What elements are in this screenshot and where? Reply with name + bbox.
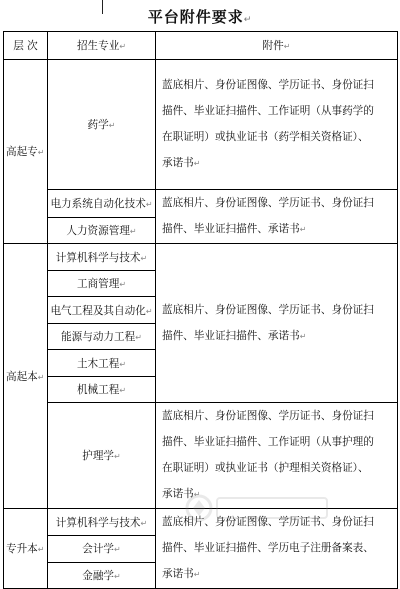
major-cell <box>48 350 156 377</box>
major-label: 电气工程及其自动化 <box>50 304 146 317</box>
header-level-label: 层 次 <box>13 40 38 52</box>
major-cell <box>48 60 156 190</box>
major-label: 护理学 <box>82 450 115 462</box>
header-level <box>4 32 48 60</box>
table-row <box>4 244 398 271</box>
paragraph-mark: ↵ <box>140 518 148 528</box>
attachments-line: 在职证明）或执业证书（药学相关资格证）、 <box>162 131 369 143</box>
header-major: 招生专业↵ <box>48 32 156 60</box>
paragraph-mark: ↵ <box>37 372 45 382</box>
paragraph-mark: ↵ <box>37 148 45 157</box>
paragraph-mark: ↵ <box>145 199 153 209</box>
attachments-line: 描件、毕业证扫描件、承诺书↵ <box>162 329 307 342</box>
paragraph-mark: ↵ <box>193 159 201 168</box>
attachments-line: 蓝底相片、身份证图像、学历证书、身份证扫 <box>162 303 374 316</box>
paragraph-mark: ↵ <box>119 386 127 395</box>
major-label: 金融学 <box>82 569 115 582</box>
attachments-line: 蓝底相片、身份证图像、学历证书、身份证扫 <box>162 410 374 422</box>
level-label: 高起本 <box>6 370 38 383</box>
attachments-cell <box>156 509 398 589</box>
paragraph-mark: ↵ <box>114 545 121 555</box>
paragraph-mark: ↵ <box>37 545 45 554</box>
level-label: 高起专 <box>6 146 38 158</box>
header-major-label: 招生专业 <box>76 40 120 52</box>
paragraph-mark: ↵ <box>243 15 253 25</box>
major-label: 机械工程 <box>76 384 120 396</box>
table-row <box>4 403 398 509</box>
attachments-cell <box>156 190 398 244</box>
level-cell <box>4 60 48 244</box>
header-attachments-label: 附件 <box>262 40 284 52</box>
major-label: 会计学 <box>82 543 115 556</box>
attachments-line: 承诺书↵ <box>162 488 201 500</box>
paragraph-mark: ↵ <box>145 306 153 316</box>
attachments-line: 在职证明）或执业证书（护理相关资格证）、 <box>162 462 369 474</box>
level-label: 专升本 <box>6 543 38 555</box>
attachments-line: 描件、毕业证扫描件、工作证明（从事护理的 <box>162 436 374 448</box>
attachments-line: 承诺书↵ <box>162 157 201 169</box>
attachments-cell <box>156 60 398 190</box>
major-cell <box>48 509 156 536</box>
attachments-line: 承诺书↵ <box>162 568 201 580</box>
attachments-cell <box>156 244 398 403</box>
major-cell <box>48 297 156 324</box>
paragraph-mark: ↵ <box>299 331 307 341</box>
attachments-line: 描件、毕业证扫描件、学历电子注册备案表、 <box>162 542 374 554</box>
major-label: 工商管理 <box>76 278 120 290</box>
major-cell <box>48 403 156 509</box>
paragraph-mark: ↵ <box>108 121 116 130</box>
major-cell <box>48 190 156 218</box>
attachment-requirements-table <box>3 31 398 589</box>
paragraph-mark: ↵ <box>114 571 121 581</box>
table-row <box>4 190 398 218</box>
paragraph-mark: ↵ <box>129 226 137 236</box>
paragraph-mark: ↵ <box>140 253 148 263</box>
level-cell <box>4 509 48 589</box>
table-row <box>4 509 398 536</box>
major-label: 计算机科学与技术 <box>55 251 141 264</box>
level-cell <box>4 244 48 509</box>
paragraph-mark: ↵ <box>114 452 121 461</box>
major-cell <box>48 377 156 403</box>
major-label: 能源与动力工程 <box>61 331 136 343</box>
paragraph-mark: ↵ <box>193 490 201 499</box>
major-cell <box>48 562 156 588</box>
attachments-line: 描件、毕业证扫描件、工作证明（从事药学的 <box>162 105 374 117</box>
major-label: 药学 <box>87 119 109 131</box>
document-title <box>0 6 400 27</box>
document-title-text: 平台附件要求 <box>147 8 244 26</box>
header-attachments: 附件↵ <box>156 32 398 60</box>
paragraph-mark: ↵ <box>193 570 201 579</box>
major-label: 计算机科学与技术 <box>55 516 141 529</box>
paragraph-mark: ↵ <box>119 280 127 289</box>
paragraph-mark: ↵ <box>135 333 142 342</box>
attachments-line: 蓝底相片、身份证图像、学历证书、身份证扫 <box>162 516 374 528</box>
major-cell <box>48 536 156 562</box>
attachments-line: 蓝底相片、身份证图像、学历证书、身份证扫 <box>162 197 374 209</box>
major-label: 电力系统自动化技术 <box>50 197 146 210</box>
table-row <box>4 60 398 190</box>
major-cell <box>48 217 156 244</box>
major-label: 土木工程 <box>76 357 120 370</box>
attachments-line: 描件、毕业证扫描件、承诺书↵ <box>162 223 307 235</box>
major-cell <box>48 324 156 350</box>
major-label: 人力资源管理 <box>66 224 130 237</box>
paragraph-mark: ↵ <box>299 225 307 234</box>
attachments-cell <box>156 403 398 509</box>
paragraph-mark: ↵ <box>119 359 127 369</box>
major-cell <box>48 244 156 271</box>
table-body <box>4 60 398 589</box>
table-header-row <box>4 32 398 60</box>
attachments-line: 蓝底相片、身份证图像、学历证书、身份证扫 <box>162 79 374 91</box>
major-cell <box>48 271 156 297</box>
